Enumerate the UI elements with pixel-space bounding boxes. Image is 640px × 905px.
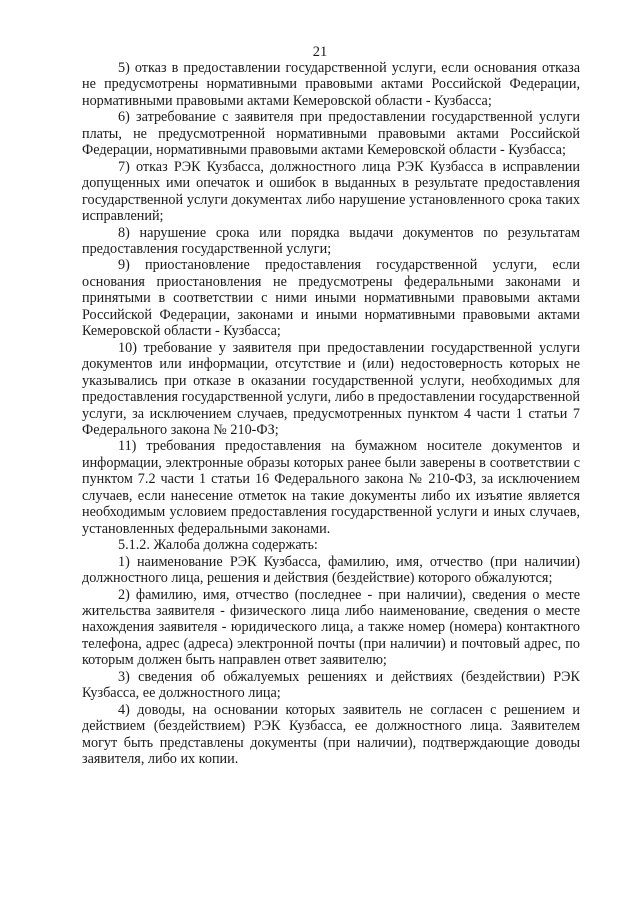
paragraph-complaint-ground-10: 10) требование у заявителя при предоставлении государственной услуги документов или информации, отсутствие и (или) недостоверность которых не указывались при отказе в оказании государственной услуги, необходимых для предоставления государственной услуги, либо в предоставлении государственной услуги, за исключением случаев, предусмотренных пунктом 4 части 1 статьи 7 Федерального закона № 210-ФЗ;: [82, 339, 580, 438]
paragraph-complaint-ground-5: 5) отказ в предоставлении государственной услуги, если основания отказа не предусмотрены нормативными правовыми актами Российской Федерации, нормативными правовыми актами Кемеровской области - Кузбасса;: [82, 60, 580, 109]
paragraph-complaint-content-4: 4) доводы, на основании которых заявитель не согласен с решением и действием (бездействием) РЭК Кузбасса, ее должностного лица. Заявителем могут быть представлены документы (при наличии), подтверждающие доводы заявителя, либо их копии.: [82, 701, 580, 768]
paragraph-complaint-content-1: 1) наименование РЭК Кузбасса, фамилию, имя, отчество (при наличии) должностного лица, решения и действия (бездействие) которого обжалуются;: [82, 553, 580, 587]
page-number: 21: [312, 44, 328, 60]
paragraph-complaint-ground-7: 7) отказ РЭК Кузбасса, должностного лица РЭК Кузбасса в исправлении допущенных ими опечаток и ошибок в выданных в результате предоставления государственной услуги документах либо нарушение установленного срока таких исправлений;: [82, 158, 580, 225]
paragraph-complaint-ground-11: 11) требования предоставления на бумажном носителе документов и информации, электронные образы которых ранее были заверены в соответствии с пунктом 7.2 части 1 статьи 16 Федерального закона № 210-ФЗ, за исключением случаев, если нанесение отметок на такие документы либо их изъятие является необходимым условием предоставления государственной услуги и иных случаев, установленных федеральными законами.: [82, 438, 580, 537]
paragraph-complaint-content-3: 3) сведения об обжалуемых решениях и действиях (бездействии) РЭК Кузбасса, ее должностного лица;: [82, 668, 580, 702]
paragraph-complaint-ground-9: 9) приостановление предоставления государственной услуги, если основания приостановления не предусмотрены федеральными законами и принятыми в соответствии с ними иными нормативными правовыми актами Российской Федерации, законами и иными нормативными правовыми актами Кемеровской области - Кузбасса;: [82, 257, 580, 340]
paragraph-complaint-ground-8: 8) нарушение срока или порядка выдачи документов по результатам предоставления государственной услуги;: [82, 224, 580, 257]
section-heading-5-1-2: 5.1.2. Жалоба должна содержать:: [118, 537, 318, 554]
document-body: [82, 60, 580, 767]
paragraph-complaint-content-2: 2) фамилию, имя, отчество (последнее - при наличии), сведения о месте жительства заявителя - физического лица либо наименование, сведения о месте нахождения заявителя - юридического лица, а также номер (номера) контактного телефона, адрес (адреса) электронной почты (при наличии) и почтовый адрес, по которым должен быть направлен ответ заявителю;: [82, 586, 580, 669]
paragraph-complaint-ground-6: 6) затребование с заявителя при предоставлении государственной услуги платы, не предусмотренной нормативными правовыми актами Российской Федерации, нормативными правовыми актами Кемеровской области - Кузбасса;: [82, 109, 580, 159]
